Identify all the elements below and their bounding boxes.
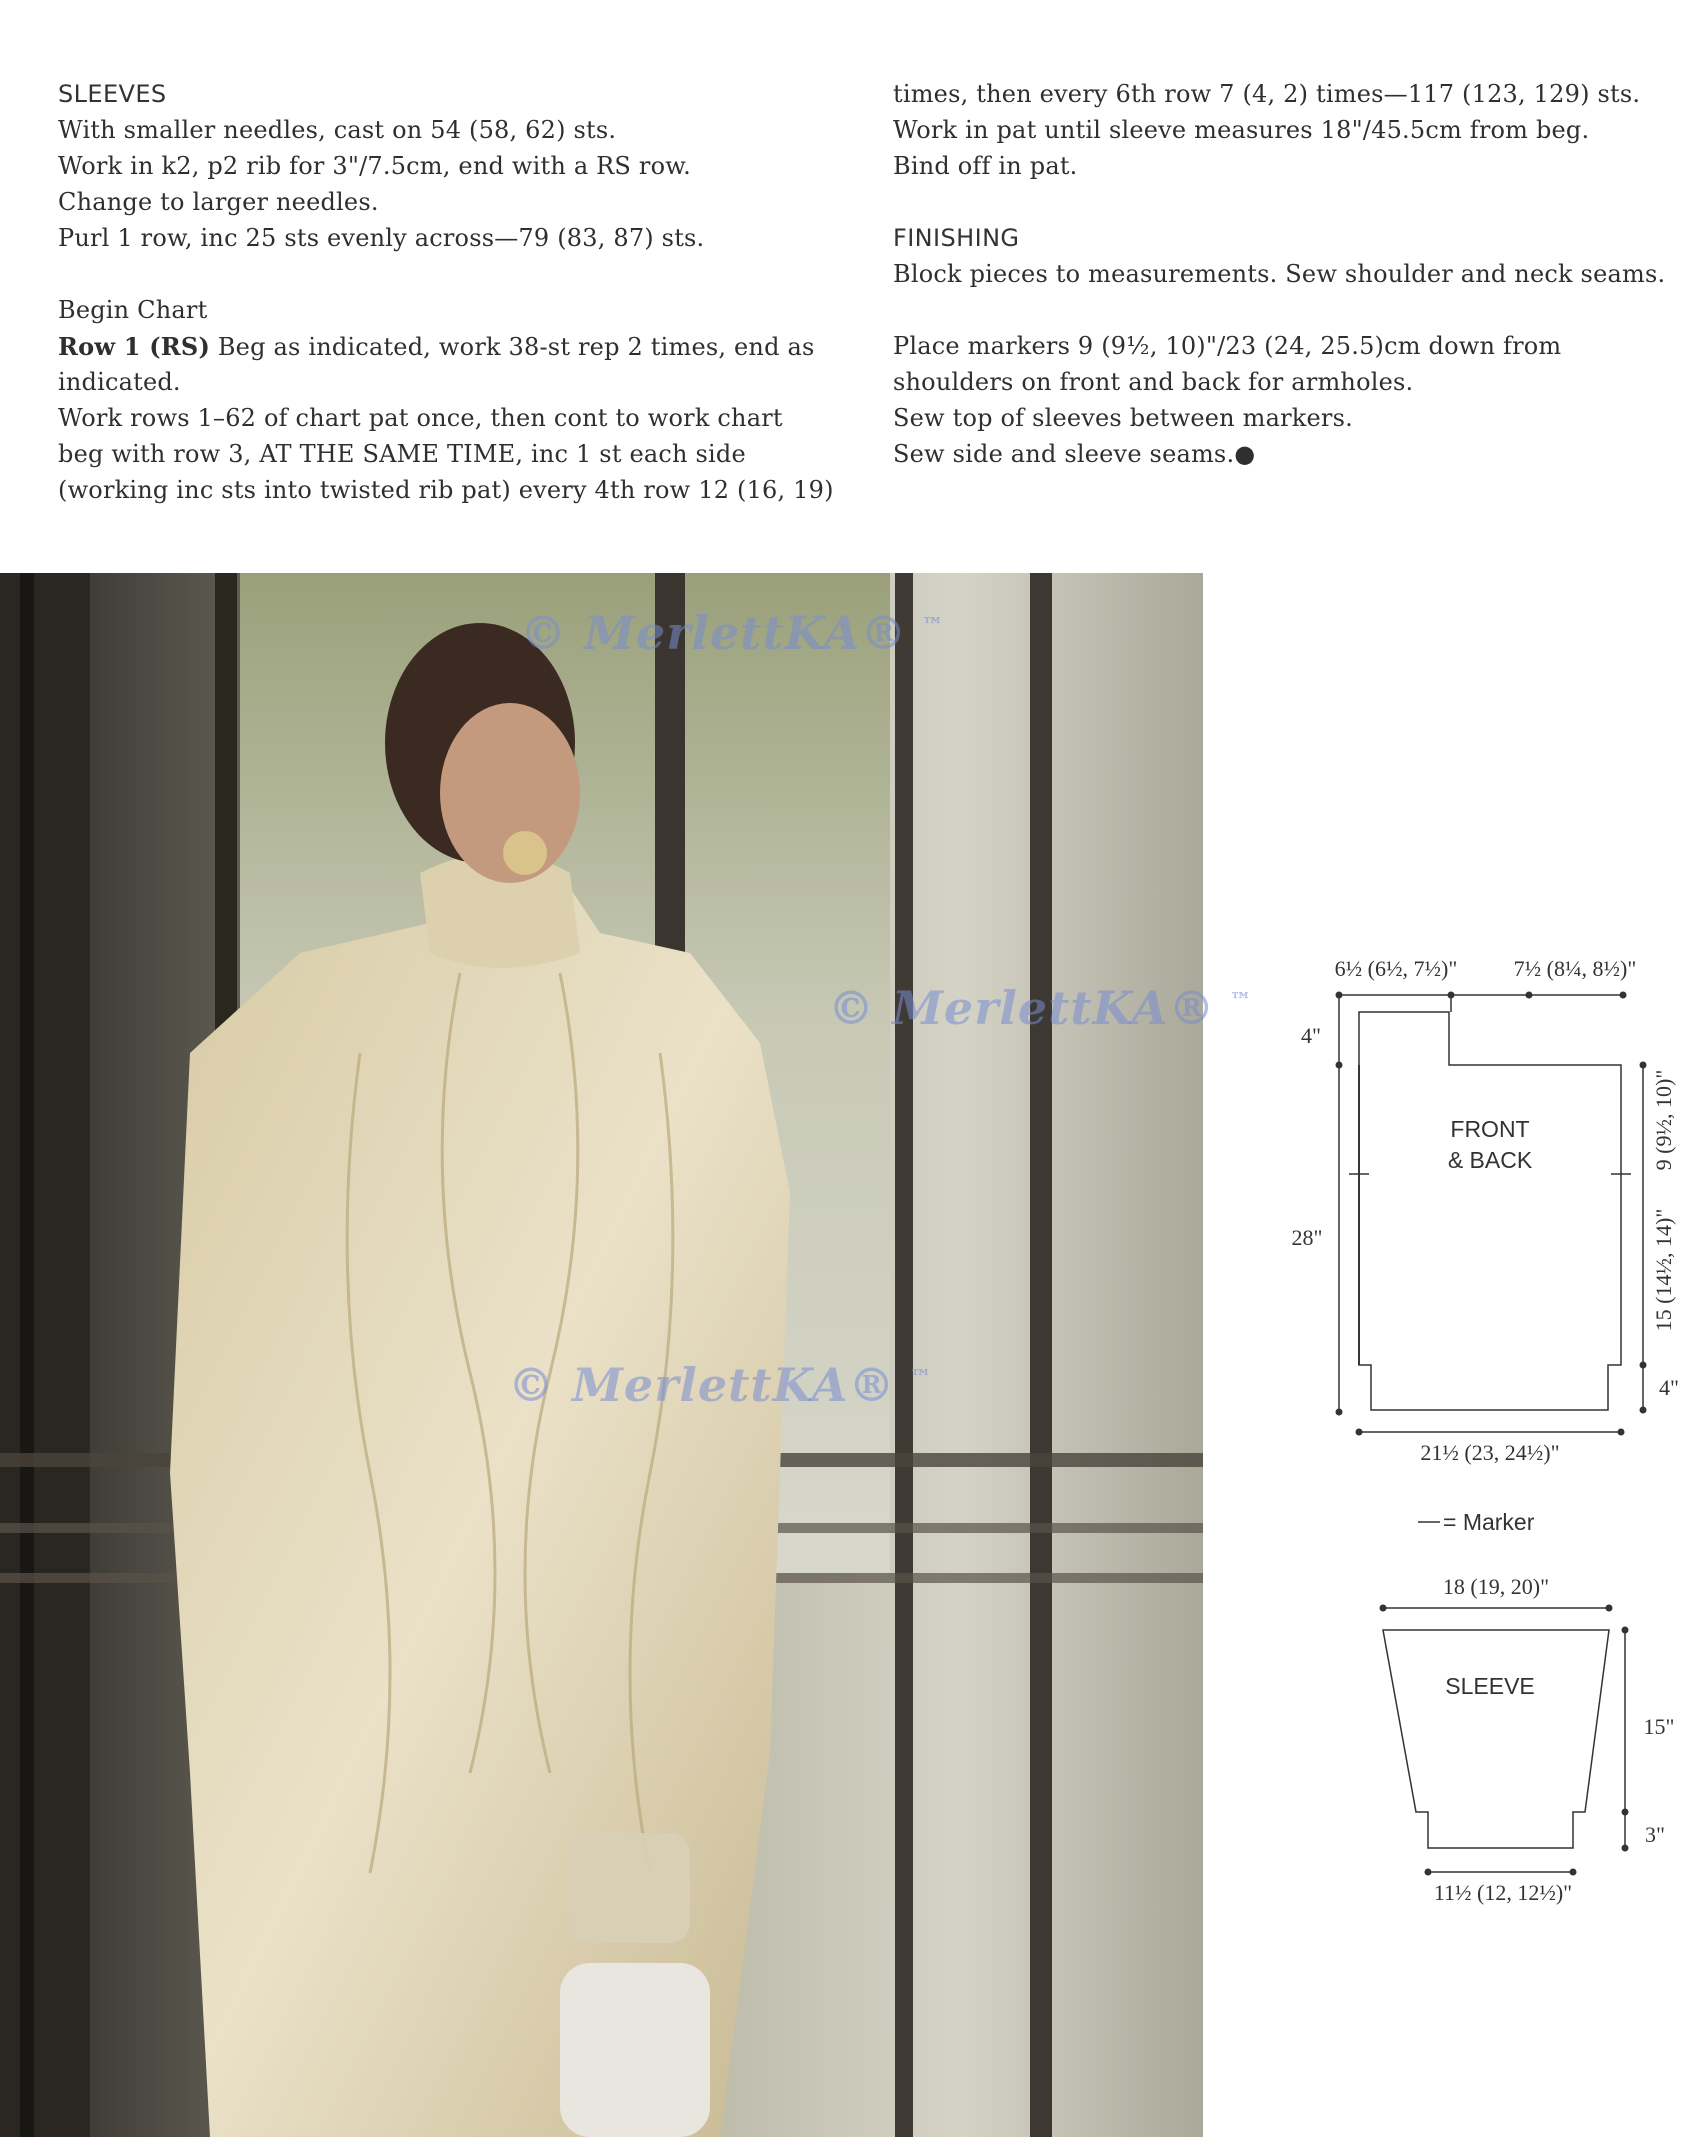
row1-line: [58, 332, 815, 361]
chart-line-1: indicated.: [58, 368, 181, 396]
sleeve-label: SLEEVE: [1445, 1673, 1535, 1699]
sleeve-top-width-label: 18 (19, 20)": [1442, 1574, 1550, 1599]
front-back-label-line1: FRONT: [1450, 1116, 1530, 1142]
watermark-1: [520, 606, 944, 660]
watermark-1-tm: ™: [921, 612, 945, 639]
cuff-depth-label: 3": [1645, 1822, 1665, 1847]
finishing-line-6: Sew side and sleeve seams.●: [893, 440, 1256, 468]
finishing-line-3: Place markers 9 (9½, 10)"/23 (24, 25.5)cm down from: [893, 332, 1562, 360]
cuff-width-label: 11½ (12, 12½)": [1433, 1880, 1573, 1905]
continued-line-2: Work in pat until sleeve measures 18"/45.5cm from beg.: [893, 116, 1590, 144]
length-label: 28": [1291, 1225, 1323, 1250]
watermark-3-text: © MerlettKA®: [508, 1358, 896, 1412]
watermark-3-tm: ™: [909, 1364, 933, 1391]
shoulder-width-label: 6½ (6½, 7½)": [1334, 956, 1458, 981]
side-length-label: 15 (14½, 14)": [1651, 1208, 1676, 1332]
begin-chart-heading: Begin Chart: [58, 296, 208, 324]
neck-width-label: 7½ (8¼, 8½)": [1513, 956, 1637, 981]
row1-text: Beg as indicated, work 38-st rep 2 times, end as: [210, 333, 815, 361]
model-photo-illustration: [0, 573, 1203, 2137]
schematic-svg: [1203, 900, 1707, 1950]
model-photo: [0, 573, 1253, 2137]
continued-line-1: times, then every 6th row 7 (4, 2) times—117 (123, 129) sts.: [893, 80, 1641, 108]
sleeve-length-label: 15": [1643, 1714, 1675, 1739]
finishing-line-4: shoulders on front and back for armholes.: [893, 368, 1414, 396]
watermark-2-text: © MerlettKA®: [828, 981, 1216, 1035]
finishing-line-1: Block pieces to measurements. Sew shoulder and neck seams.: [893, 260, 1666, 288]
chart-line-3: beg with row 3, AT THE SAME TIME, inc 1 st each side: [58, 440, 746, 468]
watermark-2: [828, 981, 1252, 1035]
front-back-label-line2: & BACK: [1447, 1147, 1533, 1173]
sleeves-line-1: With smaller needles, cast on 54 (58, 62) sts.: [58, 116, 617, 144]
sleeves-line-2: Work in k2, p2 rib for 3"/7.5cm, end with a RS row.: [58, 152, 691, 180]
schematic-diagram: [1203, 900, 1707, 1950]
sleeves-heading: SLEEVES: [58, 80, 167, 108]
front-back-outline: [1359, 1012, 1621, 1410]
marker-legend: = Marker: [1443, 1509, 1535, 1535]
chart-line-2: Work rows 1–62 of chart pat once, then cont to work chart: [58, 404, 783, 432]
continued-line-3: Bind off in pat.: [893, 152, 1078, 180]
body-width-label: 21½ (23, 24½)": [1420, 1440, 1560, 1465]
sleeve-outline: [1383, 1630, 1609, 1848]
sleeves-line-4: Purl 1 row, inc 25 sts evenly across—79 (83, 87) sts.: [58, 224, 705, 252]
finishing-line-5: Sew top of sleeves between markers.: [893, 404, 1353, 432]
neck-depth-label: 4": [1301, 1023, 1321, 1048]
armhole-label: 9 (9½, 10)": [1651, 1069, 1676, 1171]
rib-depth-label: 4": [1659, 1375, 1679, 1400]
watermark-2-tm: ™: [1229, 987, 1253, 1014]
finishing-heading: FINISHING: [893, 224, 1020, 252]
chart-line-4: (working inc sts into twisted rib pat) every 4th row 12 (16, 19): [58, 476, 834, 504]
watermark-3: [508, 1358, 932, 1412]
watermark-1-text: © MerlettKA®: [520, 606, 908, 660]
row1-label: Row 1 (RS): [58, 332, 211, 361]
sleeves-line-3: Change to larger needles.: [58, 188, 379, 216]
